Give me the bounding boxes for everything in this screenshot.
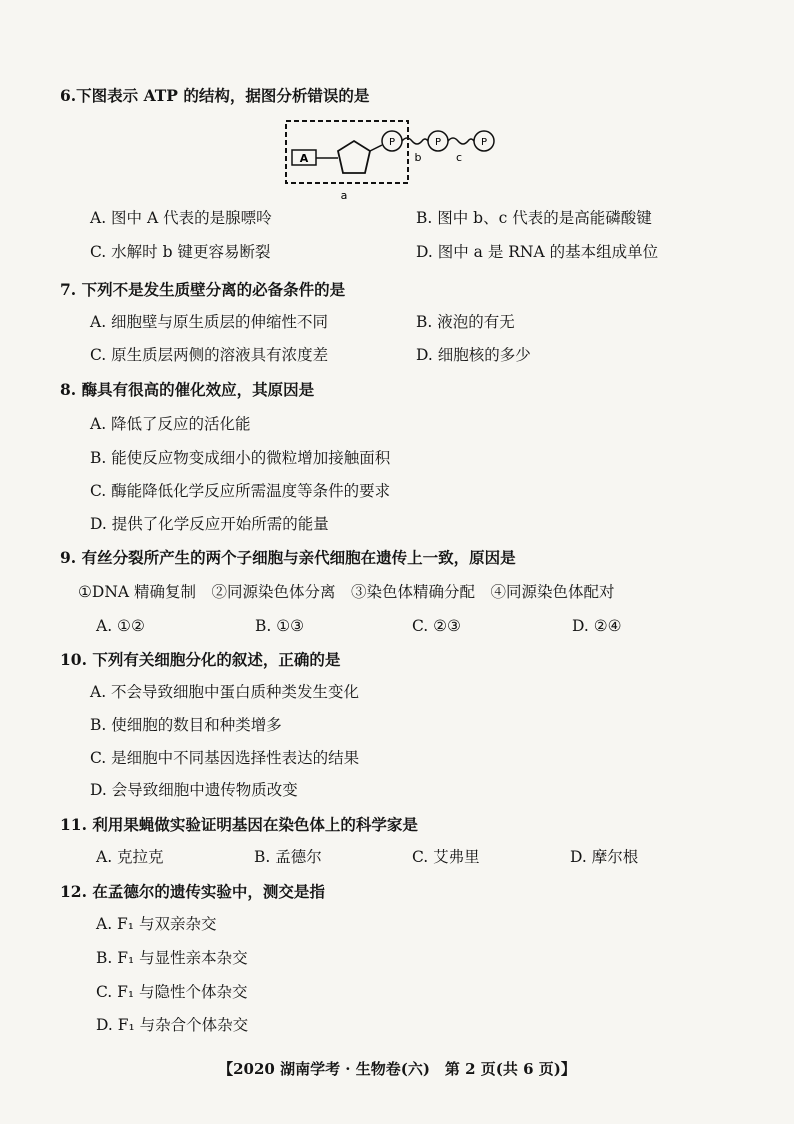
q11-option-c: C. 艾弗里 — [412, 848, 480, 866]
q7-option-d: D. 细胞核的多少 — [416, 346, 531, 364]
q11-option-a: A. 克拉克 — [96, 848, 164, 866]
bond-b — [402, 138, 428, 144]
q8-option-a: A. 降低了反应的活化能 — [90, 415, 251, 433]
adenine-box-label: A — [299, 152, 309, 165]
label-c: c — [455, 151, 463, 164]
bond-c — [448, 138, 474, 144]
ribose-pentagon — [338, 141, 370, 173]
label-b: b — [414, 151, 422, 164]
q10-option-d: D. 会导致细胞中遗传物质改变 — [90, 781, 298, 799]
q8-option-d: D. 提供了化学反应开始所需的能量 — [90, 515, 329, 533]
label-a: a — [340, 189, 348, 202]
q6-option-d: D. 图中 a 是 RNA 的基本组成单位 — [416, 243, 659, 261]
q9-option-c: C. ②③ — [412, 617, 461, 635]
q7-option-c: C. 原生质层两侧的溶液具有浓度差 — [90, 346, 329, 364]
q7-option-b: B. 液泡的有无 — [416, 313, 515, 331]
svg-text:P: P — [480, 137, 488, 148]
q11-option-d: D. 摩尔根 — [570, 848, 639, 866]
q12-option-b: B. F₁ 与显性亲本杂交 — [96, 949, 248, 967]
q9-option-b: B. ①③ — [255, 617, 305, 635]
q12-option-d: D. F₁ 与杂合个体杂交 — [96, 1016, 249, 1034]
q6-stem: 6.下图表示 ATP 的结构，据图分析错误的是 — [60, 86, 370, 105]
atp-structure-diagram — [280, 115, 500, 205]
q9-option-d: D. ②④ — [572, 617, 622, 635]
q10-option-a: A. 不会导致细胞中蛋白质种类发生变化 — [90, 683, 360, 701]
q12-option-c: C. F₁ 与隐性个体杂交 — [96, 983, 248, 1001]
q7-stem: 7. 下列不是发生质壁分离的必备条件的是 — [60, 280, 346, 299]
q6-option-a: A. 图中 A 代表的是腺嘌呤 — [90, 209, 272, 227]
q9-stem: 9. 有丝分裂所产生的两个子细胞与亲代细胞在遗传上一致，原因是 — [60, 548, 516, 567]
svg-text:P: P — [434, 137, 442, 148]
q6-option-b: B. 图中 b、c 代表的是高能磷酸键 — [416, 209, 652, 227]
q7-option-a: A. 细胞壁与原生质层的伸缩性不同 — [90, 313, 329, 331]
q10-option-b: B. 使细胞的数目和种类增多 — [90, 716, 282, 734]
q8-option-c: C. 酶能降低化学反应所需温度等条件的要求 — [90, 482, 391, 500]
q9-option-a: A. ①② — [96, 617, 145, 635]
q11-option-b: B. 孟德尔 — [254, 848, 322, 866]
page-footer: 【2020 湖南学考 · 生物卷(六) 第 2 页(共 6 页)】 — [218, 1060, 576, 1078]
q8-stem: 8. 酶具有很高的催化效应，其原因是 — [60, 380, 315, 399]
q11-stem: 11. 利用果蝇做实验证明基因在染色体上的科学家是 — [60, 815, 418, 834]
q12-option-a: A. F₁ 与双亲杂交 — [96, 915, 217, 933]
q9-items: ①DNA 精确复制 ②同源染色体分离 ③染色体精确分配 ④同源染色体配对 — [78, 583, 615, 601]
q10-option-c: C. 是细胞中不同基因选择性表达的结果 — [90, 749, 360, 767]
q12-stem: 12. 在孟德尔的遗传实验中，测交是指 — [60, 882, 325, 901]
q10-stem: 10. 下列有关细胞分化的叙述，正确的是 — [60, 650, 341, 669]
q8-option-b: B. 能使反应物变成细小的微粒增加接触面积 — [90, 449, 391, 467]
q6-option-c: C. 水解时 b 键更容易断裂 — [90, 243, 271, 261]
svg-text:P: P — [388, 137, 396, 148]
